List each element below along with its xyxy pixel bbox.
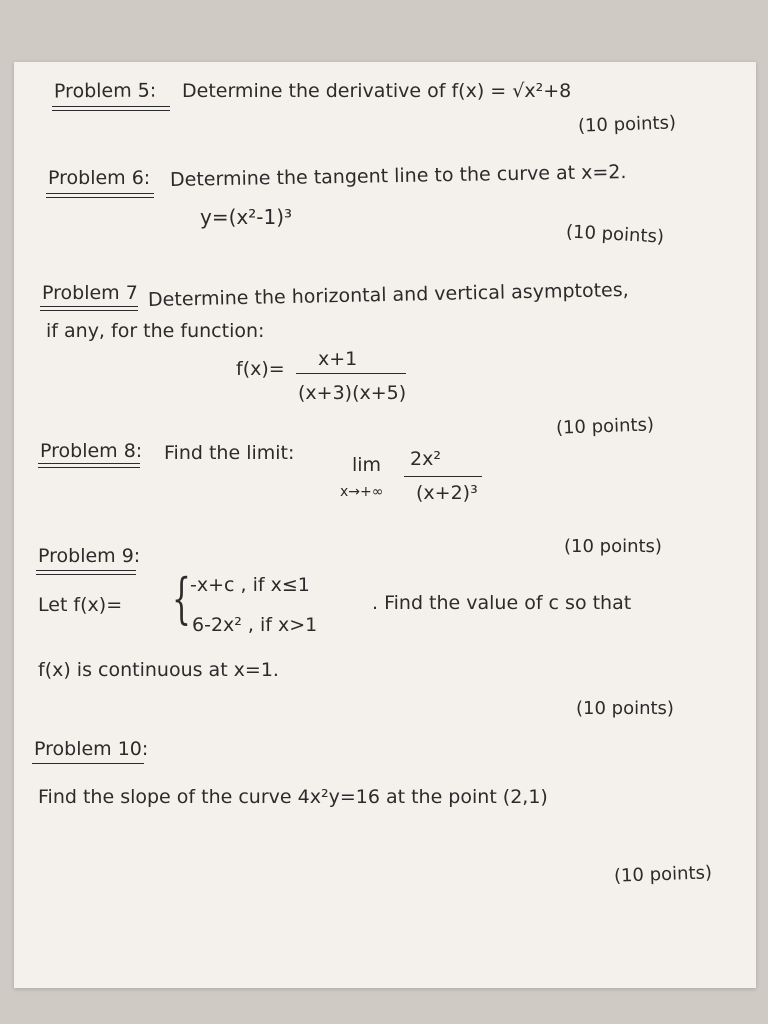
problem-8-fraction-bar [404, 476, 482, 477]
problem-6-underline [46, 193, 154, 194]
problem-7-label: Problem 7 [42, 282, 138, 304]
problem-8-lim-sub: x→+∞ [340, 484, 384, 500]
problem-5-label: Problem 5: [53, 79, 157, 103]
problem-9-underline [36, 570, 136, 571]
problem-5-points: (10 points) [577, 112, 677, 137]
problem-8-underline [38, 463, 140, 464]
problem-7-underline-2 [40, 310, 138, 311]
problem-9-points: (10 points) [576, 698, 674, 719]
problem-7-function-lhs: f(x)= [236, 358, 285, 380]
problem-6-text: Determine the tangent line to the curve at x=2. [169, 161, 627, 191]
problem-10-points: (10 points) [613, 862, 713, 887]
problem-7-points: (10 points) [555, 414, 655, 439]
problem-9-underline-2 [36, 574, 136, 575]
problem-9-let: Let f(x)= [38, 594, 123, 616]
problem-10-underline [32, 763, 144, 764]
problem-8-text: Find the limit: [164, 442, 295, 464]
problem-8-denominator: (x+2)³ [416, 482, 478, 504]
problem-9-text: . Find the value of c so that [372, 592, 632, 614]
problem-5-underline-2 [52, 110, 170, 111]
problem-5-underline [52, 106, 170, 107]
problem-9-case2: 6-2x² , if x>1 [192, 614, 318, 636]
problem-8-numerator: 2x² [410, 448, 441, 470]
problem-7-numerator: x+1 [318, 348, 358, 370]
problem-9-text-line2: f(x) is continuous at x=1. [38, 659, 279, 681]
problem-6-equation: y=(x²-1)³ [200, 205, 293, 229]
problem-6-underline-2 [46, 197, 154, 198]
problem-7-underline [40, 306, 138, 307]
problem-5-text: Determine the derivative of f(x) = √x²+8 [182, 80, 572, 102]
problem-7-text-line2: if any, for the function: [46, 320, 265, 342]
problem-7-denominator: (x+3)(x+5) [298, 382, 407, 404]
problem-9-label: Problem 9: [38, 545, 141, 567]
problem-10-label: Problem 10: [34, 738, 149, 760]
problem-9-brace: { [172, 567, 191, 630]
problem-10-text: Find the slope of the curve 4x²y=16 at the point (2,1) [38, 786, 548, 808]
problem-8-points: (10 points) [564, 536, 662, 557]
problem-6-label: Problem 6: [48, 167, 151, 189]
problem-8-lim: lim [352, 454, 382, 476]
problem-8-underline-2 [38, 467, 140, 468]
problem-6-points: (10 points) [565, 221, 665, 248]
paper-sheet [14, 62, 756, 988]
problem-8-label: Problem 8: [40, 440, 143, 462]
problem-7-fraction-bar [296, 373, 406, 374]
problem-9-case1: -x+c , if x≤1 [190, 574, 310, 596]
problem-7-text-line1: Determine the horizontal and vertical asymptotes, [147, 278, 629, 312]
